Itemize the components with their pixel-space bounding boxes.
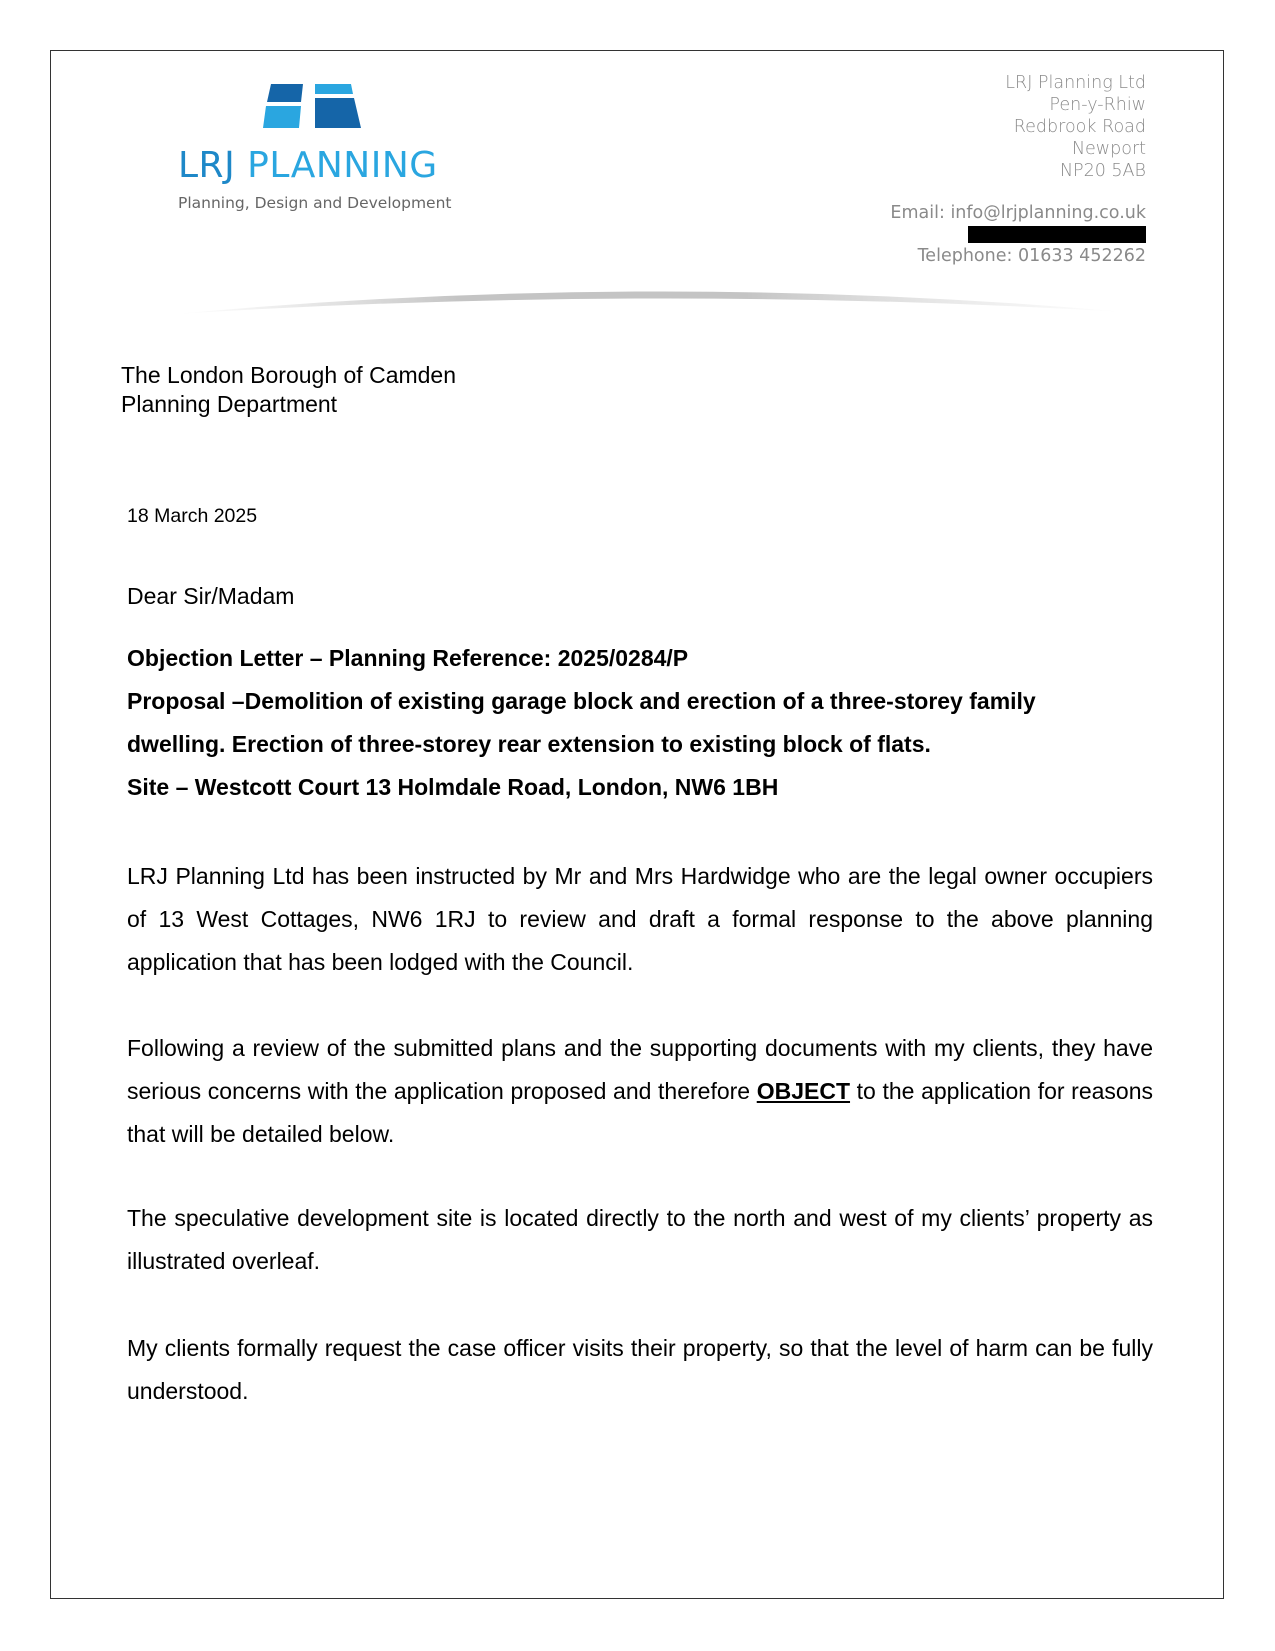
subject-line: Objection Letter – Planning Reference: 2025/0284/P bbox=[127, 645, 689, 671]
recipient-line: Planning Department bbox=[121, 391, 338, 417]
logo-mark-icon bbox=[263, 82, 363, 132]
subject-block bbox=[127, 637, 1127, 809]
telephone-number: 01633 452262 bbox=[1017, 246, 1146, 266]
email-label: Email: bbox=[890, 203, 945, 223]
recipient-address bbox=[121, 361, 456, 419]
salutation: Dear Sir/Madam bbox=[127, 583, 295, 609]
email-link[interactable]: info@lrjplanning.co.uk bbox=[950, 203, 1146, 223]
recipient-line: The London Borough of Camden bbox=[121, 362, 457, 388]
address-line: Pen-y-Rhiw bbox=[1049, 95, 1146, 115]
body-paragraph: LRJ Planning Ltd has been instructed by Mr and Mrs Hardwidge who are the legal owner occupiers of 13 West Cottages, NW6 1RJ to review and draft a formal response to the above planning application that has been lodged with the Council. bbox=[127, 863, 1153, 975]
body-paragraph: My clients formally request the case officer visits their property, so that the level of harm can be fully understood. bbox=[127, 1335, 1153, 1404]
address-line: NP20 5AB bbox=[1059, 161, 1146, 181]
subject-line: dwelling. Erection of three-storey rear extension to existing block of flats. bbox=[127, 731, 931, 757]
subject-line: Proposal –Demolition of existing garage block and erection of a three-storey family bbox=[127, 688, 1036, 714]
logo-tagline: Planning, Design and Development bbox=[178, 194, 452, 212]
paragraph-text: to the application for reasons that will be detailed below. bbox=[127, 1078, 1153, 1147]
telephone-line bbox=[890, 246, 1146, 266]
company-contact bbox=[890, 203, 1146, 266]
address-line: LRJ Planning Ltd bbox=[1005, 73, 1146, 93]
logo-wordmark-part1: LRJ bbox=[178, 145, 236, 186]
subject-line: Site – Westcott Court 13 Holmdale Road, London, NW6 1BH bbox=[127, 774, 779, 800]
email-line bbox=[890, 203, 1146, 223]
logo-wordmark-part2: PLANNING bbox=[247, 145, 438, 186]
paragraph-text: Following a review of the submitted plans and the supporting documents with my clients, they have serious concerns with the application proposed and therefore bbox=[127, 1035, 1153, 1104]
address-line: Redbrook Road bbox=[1013, 117, 1146, 137]
company-address bbox=[1005, 72, 1146, 182]
body-paragraph: The speculative development site is located directly to the north and west of my clients’ property as illustrated overleaf. bbox=[127, 1205, 1153, 1274]
telephone-label: Telephone: bbox=[917, 246, 1013, 266]
redaction-bar bbox=[968, 226, 1146, 243]
letter-date: 18 March 2025 bbox=[127, 505, 258, 527]
body-paragraph bbox=[127, 1027, 1153, 1156]
header-swoosh-divider bbox=[175, 282, 1125, 322]
logo-wordmark bbox=[178, 145, 438, 186]
address-line: Newport bbox=[1071, 139, 1146, 159]
company-logo bbox=[178, 82, 468, 212]
objection-emphasis: OBJECT bbox=[756, 1078, 851, 1104]
